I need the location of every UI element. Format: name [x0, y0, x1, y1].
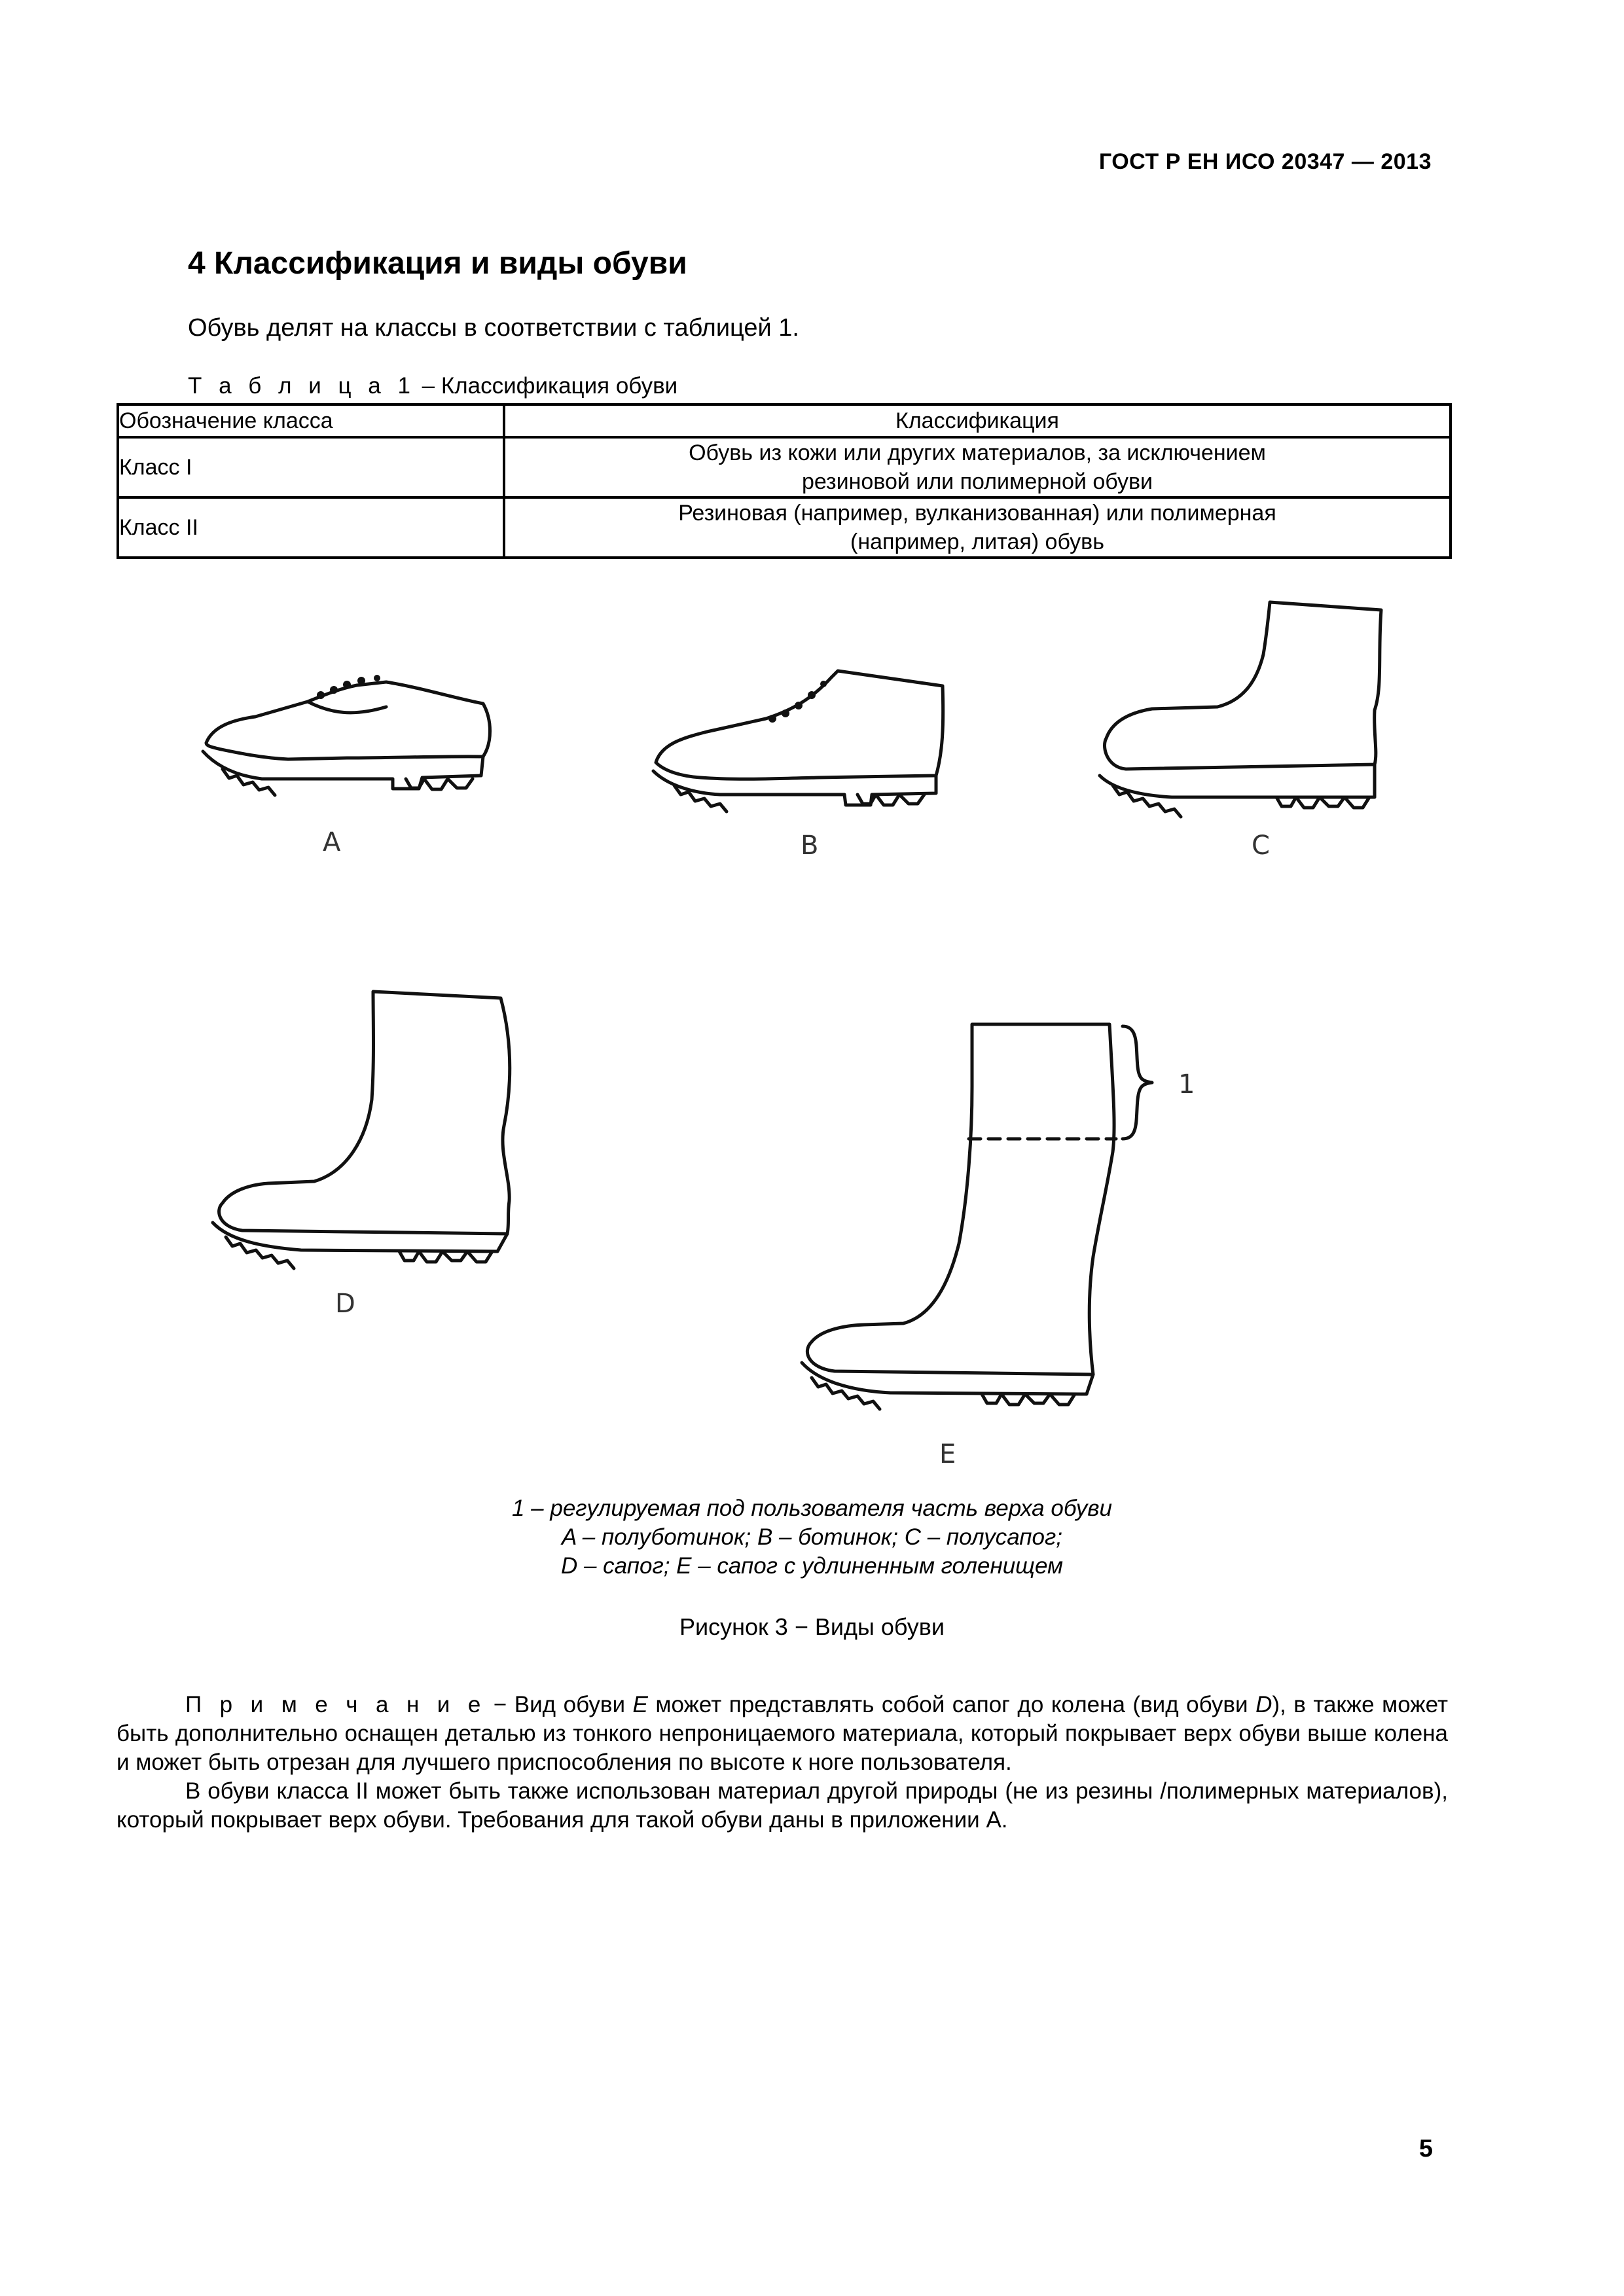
- page-number: 5: [1418, 2135, 1433, 2162]
- half-boot-illustration: [1100, 602, 1381, 817]
- description-line: резиновой или полимерной обуви: [801, 469, 1153, 494]
- note-label: П р и м е ч а н и е: [185, 1692, 486, 1717]
- class-cell: Класс I: [118, 437, 504, 497]
- figure-caption: Рисунок 3 − Виды обуви: [679, 1613, 945, 1640]
- label-a: A: [323, 827, 341, 857]
- legend-line: 1 – регулируемая под пользователя часть верха обуви: [511, 1496, 1112, 1521]
- legend-line: D – сапог; E – сапог с удлиненным голенищем: [560, 1553, 1064, 1579]
- note-type-d: D: [1255, 1692, 1272, 1717]
- low-shoe-illustration: [203, 675, 490, 795]
- callout-brace: [1123, 1026, 1152, 1139]
- note: [117, 1691, 1448, 1835]
- header-class-designation: Обозначение класса: [118, 404, 504, 437]
- document-code: ГОСТ Р ЕН ИСО 20347 — 2013: [1098, 149, 1432, 174]
- description-line: (например, литая) обувь: [850, 529, 1104, 554]
- note-text: может представлять собой сапог до колена (вид обуви: [647, 1692, 1256, 1717]
- section-title: 4 Классификация и виды обуви: [188, 246, 687, 281]
- label-d: D: [335, 1289, 355, 1319]
- callout-label-1: 1: [1178, 1069, 1195, 1100]
- header-classification: Классификация: [504, 404, 1451, 437]
- note-paragraph-1: [117, 1691, 1448, 1777]
- note-text: − Вид обуви: [486, 1692, 633, 1717]
- legend-line: A – полуботинок; B – ботинок; C – полусапог;: [561, 1524, 1062, 1550]
- label-b: B: [801, 831, 819, 861]
- description-line: Резиновая (например, вулканизованная) или полимерная: [678, 501, 1276, 526]
- figure-legend: [0, 1494, 1624, 1581]
- over-knee-boot-illustration: [802, 1024, 1152, 1409]
- knee-boot-illustration: [213, 992, 510, 1268]
- boot-illustration: [653, 671, 943, 812]
- note-paragraph-2: В обуви класса II может быть также использован материал другой природы (не из резины /полимерных материалов), который покрывает верх обуви. Требования для такой обуви даны в приложении А.: [117, 1778, 1448, 1833]
- note-type-e: E: [632, 1692, 648, 1717]
- note-text: ), в также может быть дополнительно оснащен деталью из тонкого непроницаемого материала, который покрывает верх обуви выше колена и может быть отрезан для лучшего приспособления по высоте к ноге пользователя.: [117, 1692, 1449, 1775]
- table-caption-prefix: Т а б л и ц а 1: [188, 373, 416, 399]
- description-line: Обувь из кожи или других материалов, за исключением: [689, 440, 1266, 465]
- table-caption-text: – Классификация обуви: [415, 373, 678, 399]
- intro-paragraph: Обувь делят на классы в соответствии с таблицей 1.: [188, 314, 799, 342]
- label-c: C: [1252, 831, 1270, 861]
- label-e: E: [939, 1439, 956, 1469]
- class-cell: Класс II: [118, 497, 504, 558]
